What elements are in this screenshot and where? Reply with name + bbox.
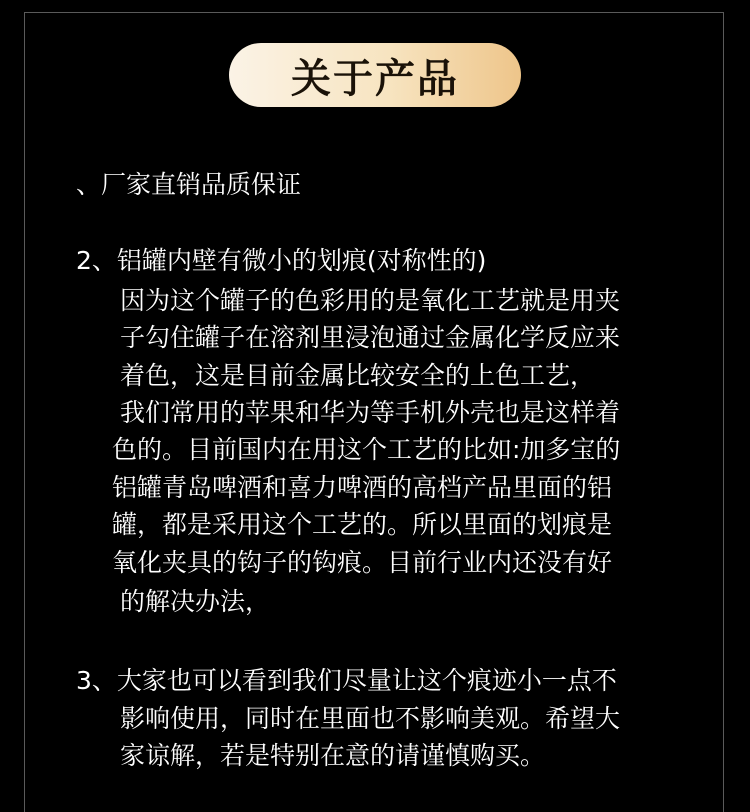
- item-2-line: 氧化夹具的钩子的钩痕。目前行业内还没有好: [112, 548, 613, 577]
- page-title: 关于产品: [291, 54, 459, 102]
- item-2-line: 着色，这是目前金属比较安全的上色工艺，: [120, 361, 596, 390]
- item-2-line: 罐，都是采用这个工艺的。所以里面的划痕是: [112, 510, 613, 539]
- item-2-line: 因为这个罐子的色彩用的是氧化工艺就是用夹: [120, 286, 621, 315]
- item-3-line: 家谅解，若是特别在意的请谨慎购买。: [120, 741, 546, 770]
- title-banner: [229, 43, 521, 107]
- item-2-line: 子勾住罐子在溶剂里浸泡通过金属化学反应来: [120, 323, 621, 352]
- item-2-line: 铝罐青岛啤酒和喜力啤酒的高档产品里面的铝: [112, 473, 613, 502]
- item-2-line: 我们常用的苹果和华为等手机外壳也是这样着: [120, 398, 621, 427]
- item-1-text: 、厂家直销品质保证: [76, 170, 302, 199]
- item-3-heading: 3、大家也可以看到我们尽量让这个痕迹小一点不: [76, 666, 617, 695]
- item-2-heading: 2、铝罐内壁有微小的划痕(对称性的): [76, 246, 487, 275]
- item-2-line: 的解决办法，: [120, 587, 271, 616]
- item-3-line: 影响使用，同时在里面也不影响美观。希望大: [120, 704, 621, 733]
- item-2-line: 色的。目前国内在用这个工艺的比如:加多宝的: [112, 435, 621, 464]
